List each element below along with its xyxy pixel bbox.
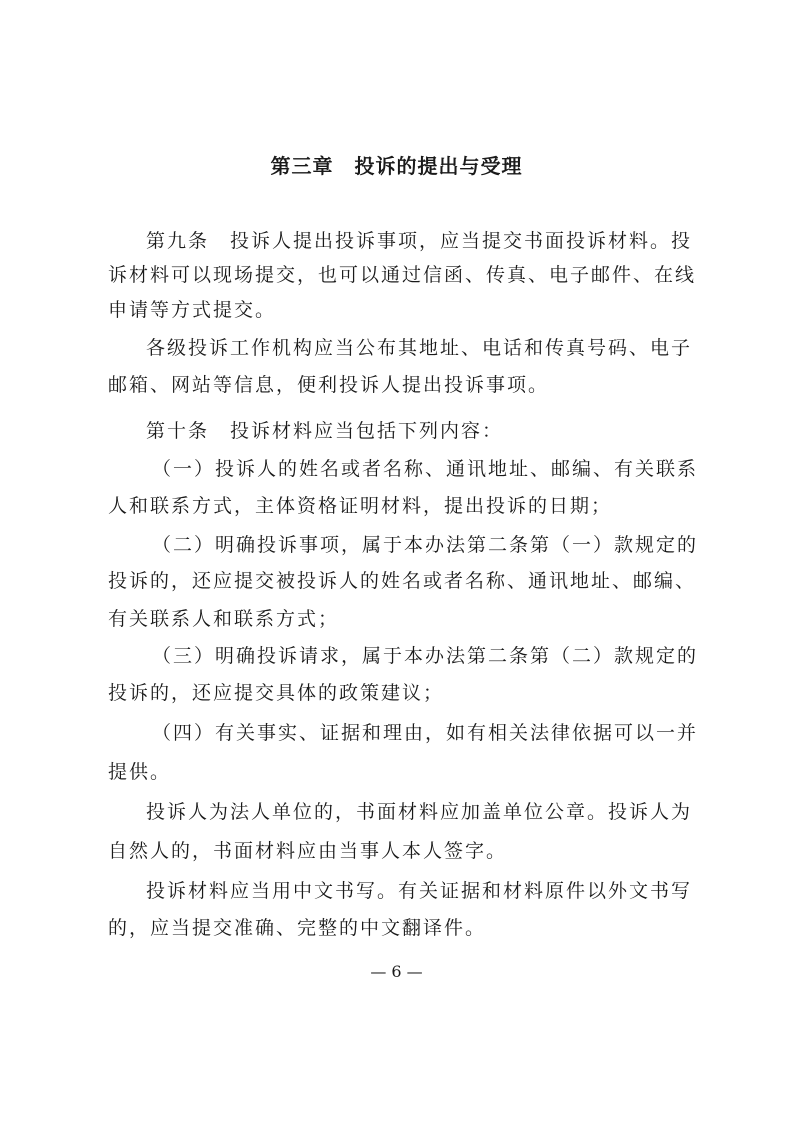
- text-line: 投诉人为法人单位的，书面材料应加盖单位公章。投诉人为: [146, 801, 693, 823]
- text-line: 投诉的，还应提交具体的政策建议；: [108, 682, 445, 704]
- text-line: 第九条 投诉人提出投诉事项，应当提交书面投诉材料。投: [146, 230, 693, 252]
- text-line: 投诉材料应当用中文书写。有关证据和材料原件以外文书写: [146, 880, 693, 902]
- text-line: （三）明确投诉请求，属于本办法第二条第（二）款规定的: [152, 645, 699, 667]
- page-number: — 6 —: [370, 962, 423, 981]
- text-line: 各级投诉工作机构应当公布其地址、电话和传真号码、电子: [146, 337, 693, 359]
- text-line: 第十条 投诉材料应当包括下列内容：: [146, 420, 504, 442]
- text-line: （四）有关事实、证据和理由，如有相关法律依据可以一并: [152, 722, 699, 744]
- text-line: 投诉的，还应提交被投诉人的姓名或者名称、通讯地址、邮编、: [108, 570, 697, 592]
- text-line: 自然人的，书面材料应由当事人本人签字。: [108, 840, 508, 862]
- text-line: 邮箱、网站等信息，便利投诉人提出投诉事项。: [108, 374, 550, 396]
- text-line: 诉材料可以现场提交，也可以通过信函、传真、电子邮件、在线: [108, 264, 697, 286]
- text-line: 人和联系方式，主体资格证明材料，提出投诉的日期；: [108, 495, 613, 517]
- text-line: 有关联系人和联系方式；: [108, 608, 340, 630]
- text-line: （一）投诉人的姓名或者名称、通讯地址、邮编、有关联系: [152, 458, 699, 480]
- text-line: （二）明确投诉事项，属于本办法第二条第（一）款规定的: [152, 534, 699, 556]
- text-line: 提供。: [108, 761, 172, 783]
- text-line: 申请等方式提交。: [108, 299, 277, 321]
- text-line: 的，应当提交准确、完整的中文翻译件。: [108, 917, 487, 939]
- chapter-title: 第三章 投诉的提出与受理: [270, 154, 523, 178]
